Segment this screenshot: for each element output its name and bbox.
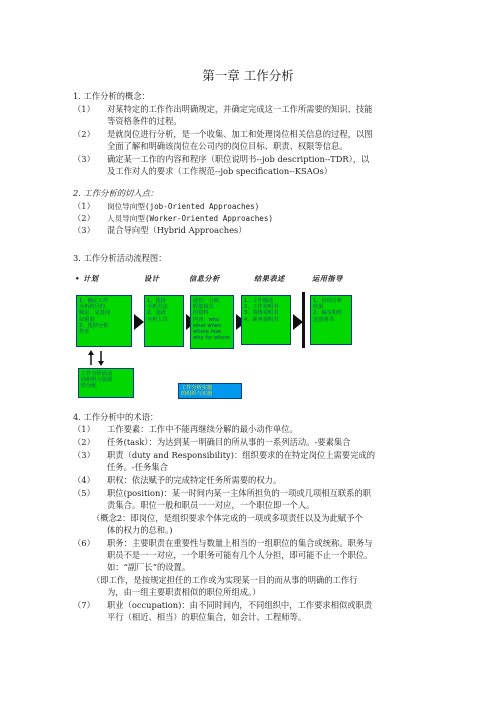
arrow-right-icon (134, 314, 144, 330)
s4-item2-line1: 任务(task）：为达到某一明确目的所从事的一系列活动。-要素集合 (107, 437, 351, 447)
s1-item2-num: （2） (73, 129, 95, 139)
stage-guidance: 运用指导 (312, 274, 343, 283)
s2-item3-num: （3） (73, 225, 95, 235)
s4-item7-line1: 职业（occupation)：由不同时间内，不同组织中，工作要求相似或职责 (107, 600, 373, 610)
flow-box-guidance-text: 1、培训分析 结果 2、编写和传 达说明书 (313, 298, 343, 323)
s4-item3-line2: 任务。-任务集合 (107, 462, 168, 472)
flow-box-design (144, 295, 184, 347)
s4-item3-num: （3） (73, 450, 95, 460)
s4-item6-num: （6） (73, 538, 95, 548)
flow-box-result (241, 295, 291, 345)
flow-box-organization (78, 368, 134, 398)
s4-note1-line2: 体的权力的总和。) (107, 525, 173, 535)
s4-item1-num: （1） (73, 424, 95, 434)
s1-item3-line2: 及工作对人的要求（工作规范--job specification--KSAOs） (107, 166, 333, 176)
s1-item3-line1: 确定某一工作的内容和程序（职位说明书--job description--TDR），以 (107, 154, 370, 164)
separator-bar (302, 292, 305, 348)
s4-note2-line1: （即工作，是按规定担任的工作或为实现某一目的而从事的明确的工作行 (92, 575, 358, 585)
flow-box-info-text: 途径：分析， 收集相关 的资料 内容：who what when where how why for whom (193, 298, 230, 342)
s1-item1-line2: 等资格条件的过程。 (107, 116, 182, 126)
s4-item6-line3: 如：“副厂长”的设置。 (107, 562, 191, 572)
s4-item4-num: （4） (73, 475, 95, 485)
flow-box-implementation (178, 383, 242, 399)
stage-info-analysis: 信息分析 (189, 274, 220, 283)
flow-box-plan-text: 1、确定工作 分析的目的 制定、完善岗 位职责 2、选择分析 样本 (79, 298, 111, 336)
section2-heading: 2. 工作分析的切入点： (73, 188, 159, 198)
chapter-title: 第一章 工作分析 (202, 68, 294, 83)
s4-item6-line1: 职务：主要职责在重要性与数量上相当的一组职位的集合或统称。职务与 (107, 538, 373, 548)
section3-heading: 3. 工作分析活动流程图： (73, 253, 167, 263)
s2-item2-num: （2） (73, 213, 95, 223)
flow-box-info (190, 295, 234, 349)
s1-item2-line1: 是就岗位进行分析，是一个收集、加工和处理岗位相关信息的过程，以图 (107, 129, 373, 139)
s2-item1-num: （1） (73, 201, 95, 211)
stage-design: 设计 (144, 274, 160, 283)
section4-heading: 4. 工作分析中的术语： (73, 412, 159, 422)
s4-item4-line1: 职权：依法赋予的完成特定任务所需要的权力。 (107, 475, 282, 485)
s4-item3-line1: 职责（duty and Responsibility)：组织要求的在特定岗位上需要完成的 (107, 450, 375, 460)
flow-box-guidance (310, 295, 352, 345)
stage-plan: • 计划 (75, 274, 99, 283)
section1-heading: 1. 工作分析的概念： (73, 91, 150, 101)
s2-item3-text: 混合导向型（Hybrid Approaches） (107, 225, 247, 235)
s1-item1-num: （1） (73, 104, 95, 114)
s4-item5-num: （5） (73, 488, 95, 498)
s2-item2-text: 人员导向型(Worker-Oriented Approaches) (107, 214, 273, 223)
stage-result: 结果表述 (254, 274, 285, 283)
s4-note1-line1: （概念2：即岗位，是组织要求个体完成的一项或多项责任以及为此赋予个 (92, 513, 363, 523)
flow-box-result-text: 1、工作描述 2、工作说明书 3、资格说明书 4、职务说明书 (244, 298, 279, 323)
s4-item5-line1: 职位(position)：某一时间内某一主体所担负的一项或几项相互联系的职 (107, 488, 372, 498)
up-down-arrow-icon (86, 350, 108, 366)
s1-item1-line1: 对某特定的工作作出明确规定，并确定完成这一工作所需要的知识、技能 (107, 104, 373, 114)
s4-item1-line1: 工作要素：工作中不能再继续分解的最小动作单位。 (107, 424, 298, 434)
s2-item1-text: 岗位导向型(job-Oriented Approaches) (107, 202, 260, 211)
s4-item2-num: （2） (73, 437, 95, 447)
flow-box-organization-text: 工作分析活动 的组织与资源 的分配 (81, 371, 113, 390)
s1-item3-num: （3） (73, 154, 95, 164)
s1-item2-line2: 全面了解和明确该岗位在公司内的岗位目标、职责、权限等信息。 (107, 141, 348, 151)
s4-note2-line2: 为，由一组主要职责相似的职位所组成。） (107, 587, 261, 597)
flow-box-design-text: 1、选择 分析方法 2、选择 分析人员 (147, 298, 168, 323)
s4-item7-line2: 平行（相近、相当）的职位集合，如会计、工程师等。 (107, 612, 307, 622)
flow-box-implementation-text: 工作分析实施 的组织与实施 (181, 385, 213, 397)
s4-item5-line2: 责集合。职位一般和职员一一对应，一个职位即一个人。 (107, 500, 315, 510)
s4-item6-line2: 职员不是一一对应，一个职务可能有几个人分担，即可能不止一个职位。 (107, 550, 373, 560)
flow-box-plan (76, 295, 132, 347)
s4-item7-num: （7） (73, 600, 95, 610)
